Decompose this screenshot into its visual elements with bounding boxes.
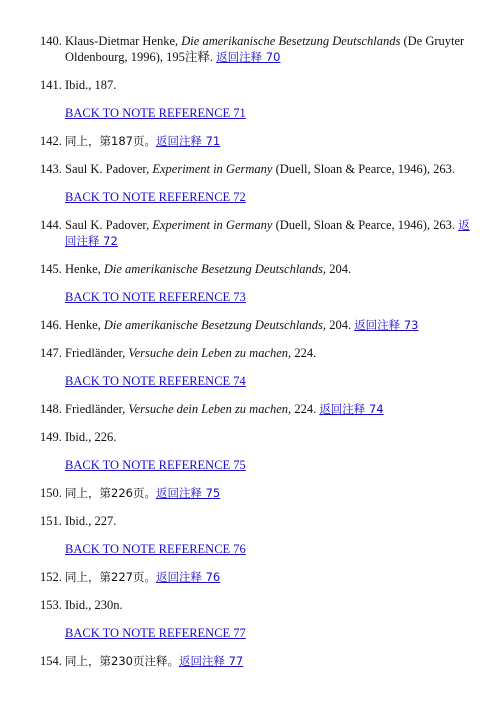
note-150 [40,485,470,501]
note-number: 141. [40,78,62,92]
note-number: 151. [40,514,62,528]
back-link-76[interactable]: 返回注释 76 [155,570,221,584]
note-reference-75 [40,457,470,473]
note-number: 148. [40,402,62,416]
note-rest: 204. [326,262,352,276]
note-number: 150. [40,486,62,500]
note-reference-74 [40,373,470,389]
note-title: Versuche dein Leben zu machen, [128,402,292,416]
note-148 [40,401,470,417]
note-rest: (De Gruyter Oldenbourg, 1996), 195注释. [65,34,465,64]
note-number: 154. [40,654,62,668]
note-author: Friedländer, [65,402,129,416]
note-text: 同上，第187页。 [65,134,156,148]
note-145 [40,261,470,277]
note-author: Henke, [65,262,104,276]
note-154 [40,653,470,669]
note-title: Die amerikanische Besetzung Deutschlands, [103,262,327,276]
note-number: 153. [40,598,62,612]
note-153 [40,597,470,613]
back-to-note-reference-74-link[interactable]: BACK TO NOTE REFERENCE 74 [65,374,246,388]
back-link-70[interactable]: 返回注释 70 [216,50,281,64]
back-to-note-reference-76-link[interactable]: BACK TO NOTE REFERENCE 76 [65,542,246,556]
note-author: Saul K. Padover, [65,162,153,176]
note-number: 143. [40,162,62,176]
note-author: Klaus-Dietmar Henke, [65,34,182,48]
note-number: 144. [40,218,62,232]
note-143 [40,161,470,177]
note-author: Henke, [65,318,104,332]
note-reference-73 [40,289,470,305]
note-rest: 204. [326,318,355,332]
note-title: Experiment in Germany [152,162,273,176]
note-146 [40,317,470,333]
note-text: 同上，第226页。 [65,486,156,500]
back-to-note-reference-73-link[interactable]: BACK TO NOTE REFERENCE 73 [65,290,246,304]
note-141 [40,77,470,93]
back-to-note-reference-75-link[interactable]: BACK TO NOTE REFERENCE 75 [65,458,246,472]
note-rest: (Duell, Sloan & Pearce, 1946), 263. [272,162,456,176]
note-author: Saul K. Padover, [65,218,153,232]
note-144 [40,217,470,249]
back-link-74[interactable]: 返回注释 74 [319,402,384,416]
note-rest: 224. [291,402,320,416]
note-number: 146. [40,318,62,332]
back-to-note-reference-72-link[interactable]: BACK TO NOTE REFERENCE 72 [65,190,246,204]
note-author: Friedländer, [65,346,129,360]
back-link-71[interactable]: 返回注释 71 [155,134,221,148]
note-reference-76 [40,541,470,557]
note-rest: (Duell, Sloan & Pearce, 1946), 263. [272,218,459,232]
note-title: Die amerikanische Besetzung Deutschlands [181,34,401,48]
back-link-72[interactable]: 返回注释 72 [65,218,470,248]
note-title: Experiment in Germany [152,218,273,232]
back-to-note-reference-71-link[interactable]: BACK TO NOTE REFERENCE 71 [65,106,246,120]
note-147 [40,345,470,361]
note-number: 145. [40,262,62,276]
note-151 [40,513,470,529]
note-149 [40,429,470,445]
note-number: 142. [40,134,62,148]
back-link-73[interactable]: 返回注释 73 [354,318,419,332]
note-reference-77 [40,625,470,641]
note-reference-71 [40,105,470,121]
note-title: Versuche dein Leben zu machen, [128,346,292,360]
note-rest: 224. [291,346,317,360]
note-number: 149. [40,430,62,444]
back-link-75[interactable]: 返回注释 75 [155,486,221,500]
note-text: 同上，第230页注释。 [65,654,179,668]
note-reference-72 [40,189,470,205]
note-title: Die amerikanische Besetzung Deutschlands, [103,318,327,332]
note-140 [40,33,470,65]
note-142 [40,133,470,149]
note-number: 140. [40,34,62,48]
note-text: Ibid., 230n. [65,598,123,612]
back-link-77[interactable]: 返回注释 77 [178,654,244,668]
note-number: 152. [40,570,62,584]
note-text: Ibid., 226. [65,430,117,444]
back-to-note-reference-77-link[interactable]: BACK TO NOTE REFERENCE 77 [65,626,246,640]
note-152 [40,569,470,585]
note-text: Ibid., 227. [65,514,117,528]
note-number: 147. [40,346,62,360]
note-text: 同上，第227页。 [65,570,156,584]
note-text: Ibid., 187. [65,78,117,92]
